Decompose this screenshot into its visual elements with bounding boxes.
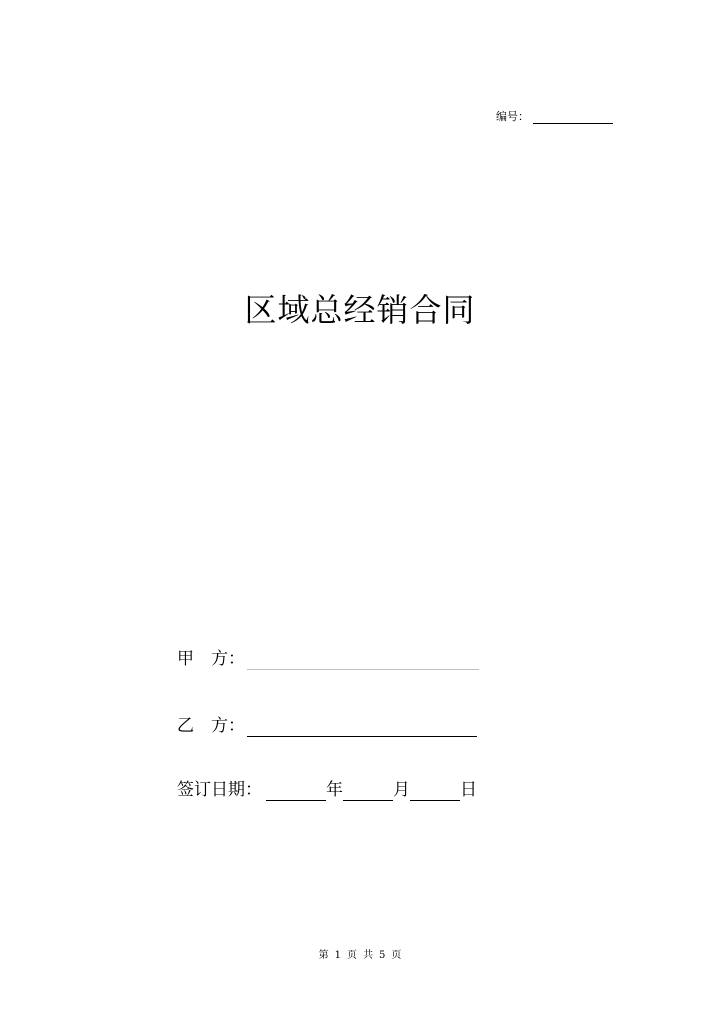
footer-total-suffix: 页	[391, 950, 402, 961]
month-blank[interactable]	[343, 782, 393, 801]
serial-number-field	[496, 110, 613, 124]
party-b-blank[interactable]	[247, 718, 477, 737]
footer-total-pages: 5	[379, 950, 386, 961]
document-title: 区域总经销合同	[244, 291, 476, 329]
day-blank[interactable]	[410, 782, 460, 801]
party-b-label: 乙 方：	[177, 716, 245, 736]
footer-page-word: 页	[347, 950, 357, 961]
sign-date-field	[177, 779, 477, 801]
footer-total-prefix: 共	[363, 950, 373, 961]
serial-number-label: 编号：	[496, 110, 529, 123]
sign-date-label: 签订日期：	[177, 780, 262, 800]
footer-current-page: 1	[334, 950, 341, 961]
party-a-label: 甲 方：	[177, 649, 245, 669]
page-footer	[0, 949, 720, 963]
party-a-blank[interactable]	[247, 651, 479, 670]
party-a-field	[177, 648, 479, 670]
month-label: 月	[393, 780, 410, 800]
day-label: 日	[460, 780, 477, 800]
serial-number-blank[interactable]	[533, 111, 613, 124]
year-label: 年	[326, 780, 343, 800]
party-b-field	[177, 715, 477, 737]
year-blank[interactable]	[266, 782, 326, 801]
footer-prefix: 第	[318, 950, 329, 961]
